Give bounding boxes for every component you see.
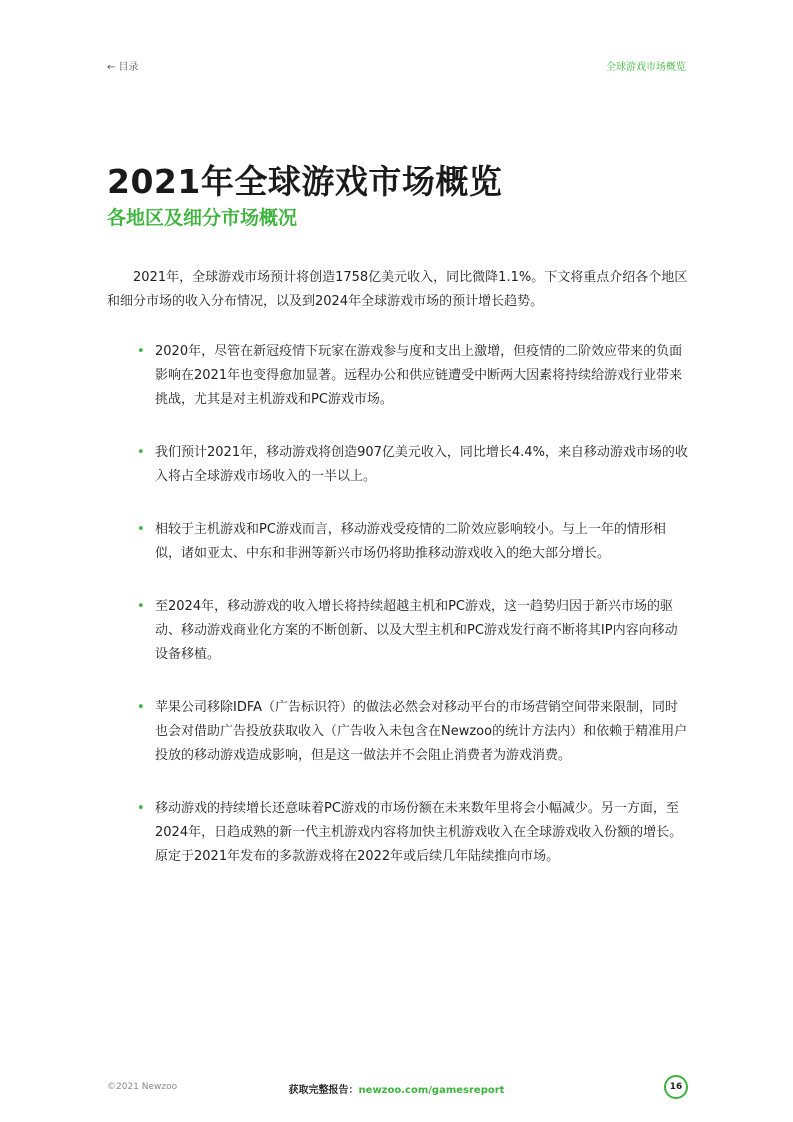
- bullet-text: 移动游戏的持续增长还意味着PC游戏的市场份额在未来数年里将会小幅减少。另一方面，至2024年，日趋成熟的新一代主机游戏内容将加快主机游戏收入在全球游戏收入份额的增长。原定于2021年发布的多款游戏将在2022年或后续几年陆续推向市场。: [155, 801, 683, 864]
- bullet-item: [137, 441, 689, 489]
- page-subtitle: 各地区及细分市场概况: [107, 207, 298, 229]
- bullet-text: 苹果公司移除IDFA（广告标识符）的做法必然会对移动平台的市场营销空间带来限制，同时也会对借助广告投放获取收入（广告收入未包含在Newzoo的统计方法内）和依赖于精准用户投放的移动游戏造成影响，但是这一做法并不会阻止消费者为游戏消费。: [155, 700, 688, 763]
- page-number: 16: [669, 1082, 683, 1092]
- bullet-item: [137, 797, 689, 869]
- bullet-dot-icon: •: [137, 700, 145, 715]
- bullet-dot-icon: •: [137, 522, 145, 537]
- bullet-item: [137, 518, 689, 566]
- bullet-dot-icon: •: [137, 445, 145, 460]
- bullet-item: [137, 595, 689, 667]
- bullet-dot-icon: •: [137, 599, 145, 614]
- footer-cta-label: 获取完整报告：: [288, 1085, 359, 1096]
- bullet-list: [137, 340, 689, 898]
- section-header-title: 全球游戏市场概览: [606, 62, 686, 73]
- bullet-dot-icon: •: [137, 344, 145, 359]
- intro-paragraph: 2021年，全球游戏市场预计将创造1758亿美元收入，同比微降1.1%。下文将重点介绍各个地区和细分市场的收入分布情况，以及到2024年全球游戏市场的预计增长趋势。: [107, 270, 688, 309]
- footer-report-link[interactable]: newzoo.com/gamesreport: [358, 1085, 505, 1096]
- bullet-item: [137, 696, 689, 768]
- page-title: 2021年全球游戏市场概览: [107, 162, 503, 201]
- bullet-text: 相较于主机游戏和PC游戏而言，移动游戏受疫情的二阶效应影响较小。与上一年的情形相似，诸如亚太、中东和非洲等新兴市场仍将助推移动游戏收入的绝大部分增长。: [155, 522, 666, 561]
- page-number-badge: [664, 1075, 688, 1099]
- bullet-dot-icon: •: [137, 801, 145, 816]
- toc-back-link[interactable]: ← 目录: [107, 62, 139, 73]
- bullet-item: [137, 340, 689, 412]
- bullet-text: 2020年，尽管在新冠疫情下玩家在游戏参与度和支出上激增，但疫情的二阶效应带来的负面影响在2021年也变得愈加显著。远程办公和供应链遭受中断两大因素将持续给游戏行业带来挑战，尤其是对主机游戏和PC游戏市场。: [155, 344, 683, 407]
- bullet-text: 我们预计2021年，移动游戏将创造907亿美元收入，同比增长4.4%，来自移动游戏市场的收入将占全球游戏市场收入的一半以上。: [155, 445, 688, 484]
- footer-copyright: ©2021 Newzoo: [107, 1082, 178, 1092]
- bullet-text: 至2024年，移动游戏的收入增长将持续超越主机和PC游戏，这一趋势归因于新兴市场的驱动、移动游戏商业化方案的不断创新、以及大型主机和PC游戏发行商不断将其IP内容向移动设备移植。: [155, 599, 678, 662]
